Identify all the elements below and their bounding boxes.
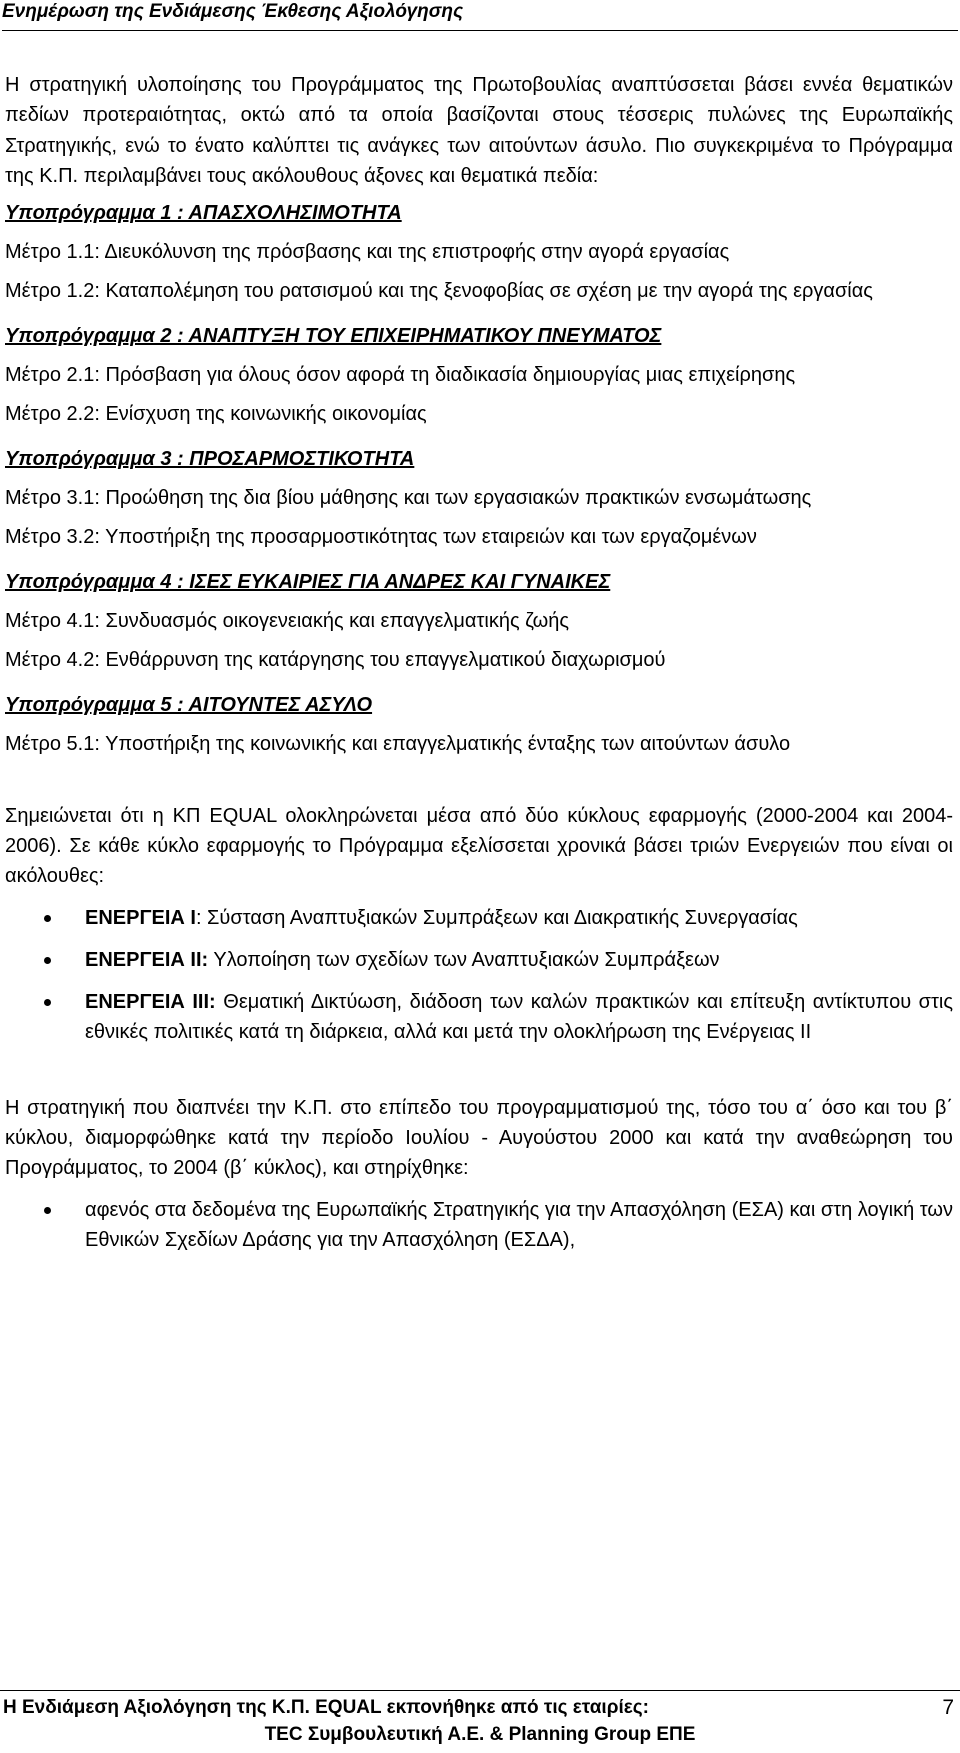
subprogramme-4-title: Υποπρόγραμμα 4 : ΙΣΕΣ ΕΥΚΑΙΡΙΕΣ ΓΙΑ ΑΝΔΡΕΣ ΚΑΙ ΓΥΝΑΙΚΕΣ — [5, 570, 611, 593]
intro-paragraph: Η στρατηγική υλοποίησης του Προγράμματος της Πρωτοβουλίας αναπτύσσεται βάσει εννέα θεματικών πεδίων προτεραιότητας, οκτώ από τα οποία βασίζονται στους τέσσερις πυλώνες της Ευρωπαϊκής Στρατηγικής, ενώ το ένατο καλύπτει τις ανάγκες των αιτούντων άσυλο. Πιο συγκεκριμένα το Πρόγραμμα της Κ.Π. περιλαμβάνει τους ακόλουθους άξονες και θεματικά πεδία: — [5, 74, 953, 188]
action-text: Θεματική Δικτύωση, διάδοση των καλών πρακτικών και επίτευξη αντίκτυπου στις εθνικές πολιτικές κατά τη διάρκεια, αλλά και μετά την ολοκλήρωση της Ενέργειας ΙΙ — [85, 990, 954, 1043]
action-item-2 — [5, 945, 953, 975]
subprogramme-3-title: Υποπρόγραμμα 3 : ΠΡΟΣΑΡΜΟΣΤΙΚΟΤΗΤΑ — [5, 447, 415, 470]
bullet-dot-icon — [44, 915, 51, 922]
subprogramme-2-title: Υποπρόγραμμα 2 : ΑΝΑΠΤΥΞΗ ΤΟΥ ΕΠΙΧΕΙΡΗΜΑΤΙΚΟΥ ΠΝΕΥΜΑΤΟΣ — [5, 324, 662, 347]
action-term: ΕΝΕΡΓΕΙΑ ΙΙΙ: — [85, 990, 216, 1013]
measure-4-2: Μέτρο 4.2: Ενθάρρυνση της κατάργησης του επαγγελματικού διαχωρισμού — [5, 648, 666, 671]
action-text: Υλοποίηση των σχεδίων των Αναπτυξιακών Συμπράξεων — [208, 948, 720, 971]
action-term: ΕΝΕΡΓΕΙΑ ΙΙ: — [85, 948, 209, 971]
subprogramme-5-title: Υποπρόγραμμα 5 : ΑΙΤΟΥΝΤΕΣ ΑΣΥΛΟ — [5, 693, 373, 716]
measure-2-2: Μέτρο 2.2: Ενίσχυση της κοινωνικής οικονομίας — [5, 402, 427, 425]
strategy-paragraph: Η στρατηγική που διαπνέει την Κ.Π. στο επίπεδο του προγραμματισμού της, τόσο του α΄ όσο και του β΄ κύκλου, διαμορφώθηκε κατά την περίοδο Ιουλίου - Αυγούστου 2000 και κατά την αναθεώρηση του Προγράμματος, το 2004 (β΄ κύκλος), και στηρίχθηκε: — [5, 1096, 953, 1179]
measure-3-2: Μέτρο 3.2: Υποστήριξη της προσαρμοστικότητας των εταιρειών και των εργαζομένων — [5, 525, 757, 548]
cycles-paragraph: Σημειώνεται ότι η ΚΠ EQUAL ολοκληρώνεται μέσα από δύο κύκλους εφαρμογής (2000-2004 και 2004-2006). Σε κάθε κύκλο εφαρμογής το Πρόγραμμα εξελίσσεται χρονικά βάσει τριών Ενεργειών που είναι οι ακόλουθες: — [5, 804, 953, 887]
action-separator: : — [195, 906, 202, 929]
measure-2-1: Μέτρο 2.1: Πρόσβαση για όλους όσον αφορά τη διαδικασία δημιουργίας μιας επιχείρησης — [5, 363, 796, 386]
footer-credit-line: Η Ενδιάμεση Αξιολόγηση της Κ.Π. EQUAL εκπονήθηκε από τις εταιρίες: — [3, 1697, 649, 1718]
measure-3-1: Μέτρο 3.1: Προώθηση της δια βίου μάθησης και των εργασιακών πρακτικών ενσωμάτωσης — [5, 486, 812, 509]
measure-1-2: Μέτρο 1.2: Καταπολέμηση του ρατσισμού και της ξενοφοβίας σε σχέση με την αγορά της εργασίας — [5, 279, 873, 302]
strategy-item-1 — [5, 1195, 953, 1255]
strategy-item-text: αφενός στα δεδομένα της Ευρωπαϊκής Στρατηγικής για την Απασχόληση (ΕΣΑ) και στη λογική των Εθνικών Σχεδίων Δράσης για την Απασχόληση (ΕΣΔΑ), — [85, 1198, 953, 1251]
page-footer — [0, 1690, 960, 1748]
action-text: Σύσταση Αναπτυξιακών Συμπράξεων και Διακρατικής Συνεργασίας — [201, 906, 798, 929]
subprogramme-1-title: Υποπρόγραμμα 1 : ΑΠΑΣΧΟΛΗΣΙΜΟΤΗΤΑ — [5, 201, 402, 224]
actions-list — [5, 903, 953, 1047]
strategy-list — [5, 1195, 953, 1255]
bullet-dot-icon — [44, 999, 51, 1006]
action-item-3 — [5, 987, 953, 1047]
action-term: ΕΝΕΡΓΕΙΑ Ι — [85, 906, 196, 929]
measure-1-1: Μέτρο 1.1: Διευκόλυνση της πρόσβασης και της επιστροφής στην αγορά εργασίας — [5, 240, 730, 263]
bullet-dot-icon — [44, 1207, 51, 1214]
page-number: 7 — [942, 1696, 954, 1719]
measure-5-1: Μέτρο 5.1: Υποστήριξη της κοινωνικής και επαγγελματικής ένταξης των αιτούντων άσυλο — [5, 732, 791, 755]
body-content — [5, 70, 953, 1255]
footer-companies-line: TEC Συμβουλευτική Α.Ε. & Planning Group ΕΠΕ — [264, 1724, 696, 1745]
action-item-1 — [5, 903, 953, 933]
measure-4-1: Μέτρο 4.1: Συνδυασμός οικογενειακής και επαγγελματικής ζωής — [5, 609, 570, 632]
running-header: Ενημέρωση της Ενδιάμεσης Έκθεσης Αξιολόγησης — [2, 0, 958, 31]
bullet-dot-icon — [44, 957, 51, 964]
